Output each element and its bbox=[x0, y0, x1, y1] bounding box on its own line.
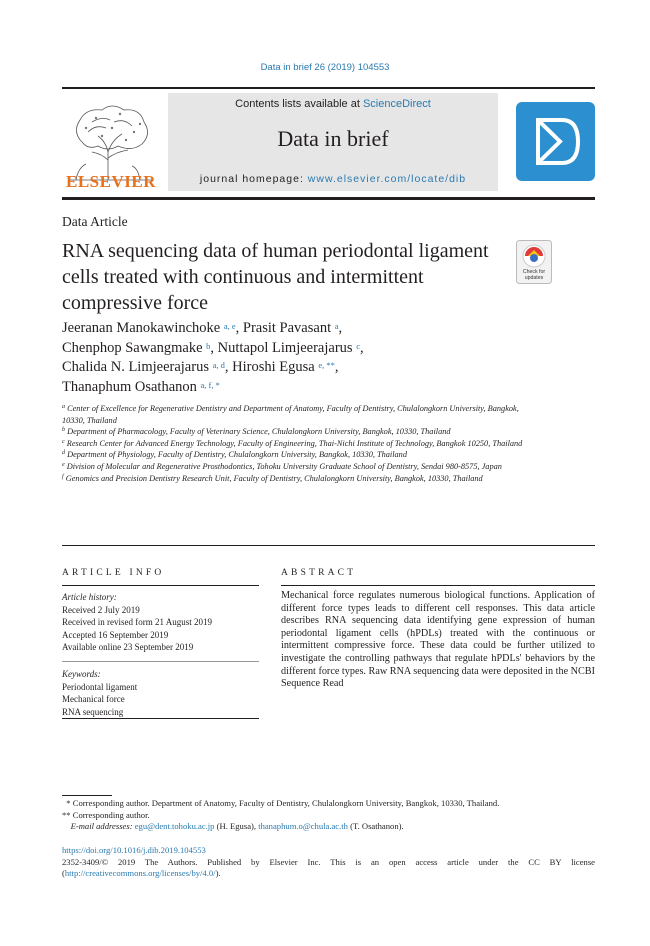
author-affiliation-marker[interactable]: e, ** bbox=[318, 360, 335, 370]
author-name: Thanaphum Osathanon bbox=[62, 378, 197, 395]
keyword-item: Mechanical force bbox=[62, 694, 125, 704]
footnote-corresponding-2 bbox=[62, 810, 595, 822]
author-separator: , bbox=[334, 359, 339, 375]
affiliation-item bbox=[62, 449, 532, 461]
license-text: 2352-3409/© 2019 The Authors. Published by Elsevier Inc. This is an open access article under the CC BY license ( bbox=[62, 856, 595, 878]
article-info-subrule bbox=[62, 661, 259, 662]
header-rule-top bbox=[62, 87, 595, 89]
keyword-item: RNA sequencing bbox=[62, 706, 124, 717]
author-separator: , bbox=[210, 339, 218, 356]
email-label: E-mail addresses: bbox=[70, 821, 133, 831]
author-name: Prasit Pavasant bbox=[242, 320, 332, 336]
footnote-marker: * bbox=[66, 798, 71, 808]
author-separator: , bbox=[338, 320, 343, 336]
author-name: Jeeranan Manokawinchoke bbox=[62, 320, 221, 336]
article-info-heading: ARTICLE INFO bbox=[62, 568, 165, 578]
elsevier-wordmark: ELSEVIER bbox=[66, 172, 156, 191]
svg-text:Check for: Check for bbox=[522, 269, 546, 275]
affiliation-text: Department of Pharmacology, Faculty of Veterinary Science, Chulalongkorn University, Bangkok, 10330, Thailand bbox=[67, 427, 451, 437]
history-label: Article history: bbox=[62, 592, 117, 602]
affiliation-marker: e bbox=[62, 461, 65, 468]
article-info-rule bbox=[62, 585, 259, 586]
license-link[interactable]: http://creativecommons.org/licenses/by/4.0/ bbox=[64, 868, 216, 878]
history-item: Accepted 16 September 2019 bbox=[62, 629, 169, 640]
author-separator: , bbox=[359, 339, 364, 356]
author-name: Chalida N. Limjeerajarus bbox=[62, 359, 209, 375]
section-divider bbox=[62, 545, 595, 546]
history-item: Received in revised form 21 August 2019 bbox=[62, 617, 212, 627]
license-suffix: ). bbox=[215, 868, 221, 878]
affiliation-marker: d bbox=[62, 450, 65, 457]
keywords-block bbox=[62, 668, 262, 718]
author-name: Hiroshi Egusa bbox=[232, 359, 315, 375]
author-separator: , bbox=[224, 359, 233, 375]
history-item: Available online 23 September 2019 bbox=[62, 642, 194, 652]
journal-cover-icon[interactable] bbox=[516, 102, 595, 181]
header-rule-bottom bbox=[62, 197, 595, 200]
affiliation-marker: f bbox=[62, 473, 64, 480]
affiliation-marker: b bbox=[62, 427, 65, 434]
contents-prefix: Contents lists available at bbox=[235, 98, 363, 110]
affiliation-text: Research Center for Advanced Energy Technology, Faculty of Engineering, Thai-Nichi Institute of Technology, Bangkok 10250, Thailand bbox=[66, 438, 523, 448]
affiliation-marker: c bbox=[62, 438, 65, 445]
author-name: Chenphop Sawangmake bbox=[62, 339, 203, 356]
homepage-link[interactable]: www.elsevier.com/locate/dib bbox=[307, 173, 467, 185]
crossmark-icon bbox=[516, 240, 552, 284]
footnote-rule bbox=[62, 795, 112, 796]
affiliation-marker: a bbox=[62, 404, 65, 410]
journal-citation[interactable]: Data in brief 26 (2019) 104553 bbox=[260, 62, 390, 73]
journal-title: Data in brief bbox=[277, 126, 389, 151]
author-affiliation-marker[interactable]: c bbox=[356, 340, 360, 351]
doi-license-block bbox=[62, 845, 595, 880]
author-list bbox=[62, 319, 562, 397]
email-link[interactable]: thanaphum.o@chula.ac.th bbox=[258, 821, 348, 831]
affiliation-text: Division of Molecular and Regenerative Prosthodontics, Tohoku University Graduate School of Dentistry, Sendai 980-8575, Japan bbox=[66, 461, 502, 471]
footnote-emails bbox=[62, 821, 595, 833]
author-affiliation-marker[interactable]: a bbox=[334, 321, 339, 331]
article-info-end-rule bbox=[62, 718, 259, 719]
email-owner: (T. Osathanon). bbox=[350, 821, 404, 831]
affiliation-item bbox=[62, 473, 532, 485]
email-owner: (H. Egusa), bbox=[216, 821, 257, 831]
affiliation-item bbox=[62, 426, 532, 438]
author-separator: , bbox=[235, 320, 243, 336]
svg-text:updates: updates bbox=[524, 275, 544, 281]
history-item: Received 2 July 2019 bbox=[62, 604, 140, 615]
license-line bbox=[62, 857, 595, 880]
article-title: RNA sequencing data of human periodontal ligament cells treated with continuous and intermittent compressive force bbox=[62, 240, 489, 314]
doi-link[interactable]: https://doi.org/10.1016/j.dib.2019.104553 bbox=[62, 845, 206, 855]
keywords-label: Keywords: bbox=[62, 669, 101, 679]
affiliation-item bbox=[62, 403, 532, 426]
author-affiliation-marker[interactable]: a, e bbox=[223, 321, 236, 331]
check-for-updates-badge[interactable] bbox=[516, 240, 552, 284]
author-affiliation-marker[interactable]: a, d bbox=[212, 360, 225, 370]
footnote-text: Corresponding author. Department of Anatomy, Faculty of Dentistry, Chulalongkorn University, Bangkok, 10330, Thailand. bbox=[72, 798, 500, 808]
affiliation-text: Department of Physiology, Faculty of Dentistry, Chulalongkorn University, Bangkok, 10330, Thailand bbox=[67, 450, 407, 460]
abstract-text: Mechanical force regulates numerous biological functions. Application of different force types leads to different cell responses. This data article describes RNA sequencing data identifying gene expression of human periodontal ligament cells (hPDLs) treated with the continuous or intermittent compressive force. These data could be further utilized to investigate the controlling pathways that regulate hPDLs' behaviors by the different force types. Raw RNA sequencing data were deposited in the NCBI Sequence Read bbox=[281, 590, 595, 690]
sciencedirect-link[interactable]: ScienceDirect bbox=[362, 98, 431, 110]
abstract-heading: ABSTRACT bbox=[281, 568, 357, 578]
homepage-prefix: journal homepage: bbox=[199, 173, 308, 185]
footnote-text: Corresponding author. bbox=[72, 809, 150, 820]
affiliation-item bbox=[62, 438, 532, 450]
footnotes bbox=[62, 798, 595, 833]
abstract-rule bbox=[281, 585, 595, 586]
article-history bbox=[62, 591, 262, 654]
author-name: Nuttapol Limjeerajarus bbox=[217, 339, 353, 356]
article-type: Data Article bbox=[62, 214, 128, 229]
journal-homepage bbox=[168, 173, 498, 185]
author-affiliation-marker[interactable]: b bbox=[206, 340, 211, 351]
keyword-item: Periodontal ligament bbox=[62, 681, 138, 692]
affiliation-text: Center of Excellence for Regenerative Dentistry and Department of Anatomy, Faculty of Dentistry, Chulalongkorn University, Bangkok, 10330, Thailand bbox=[62, 404, 519, 425]
footnote-marker: ** bbox=[62, 809, 71, 820]
data-in-brief-icon bbox=[516, 102, 595, 181]
affiliation-item bbox=[62, 461, 532, 473]
affiliation-text: Genomics and Precision Dentistry Research Unit, Faculty of Dentistry, Chulalongkorn University, Bangkok, 10330, Thailand bbox=[65, 473, 483, 483]
affiliation-list bbox=[62, 403, 532, 484]
author-affiliation-marker[interactable]: a, f, * bbox=[200, 379, 220, 390]
contents-line bbox=[168, 98, 498, 110]
email-link[interactable]: egu@dent.tohoku.ac.jp bbox=[134, 821, 215, 831]
footnote-corresponding-1 bbox=[62, 798, 595, 810]
